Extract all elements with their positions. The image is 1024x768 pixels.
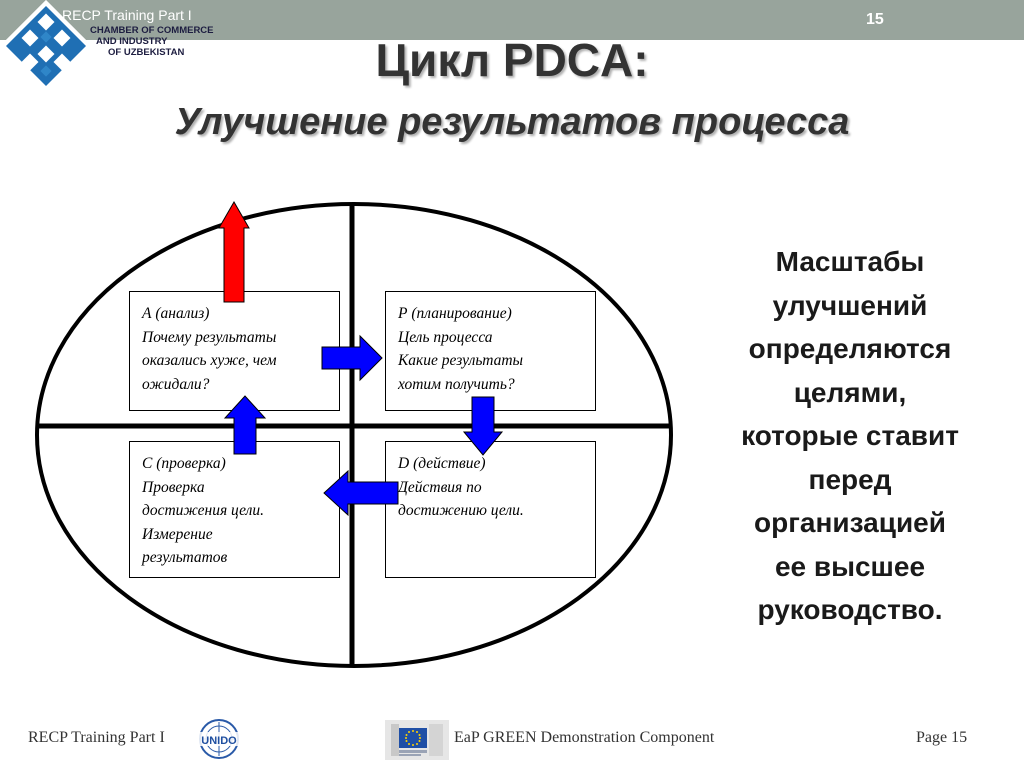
side-line: перед	[808, 463, 892, 495]
side-line: которые ставит	[741, 420, 959, 451]
side-line: ее высшее	[774, 550, 926, 582]
footer-course-name: RECP Training Part I	[28, 729, 165, 746]
quadrant-analysis-line: Почему результаты	[142, 328, 277, 346]
side-line: улучшений	[772, 289, 928, 321]
slide-title: Цикл PDCA:	[375, 34, 649, 86]
quadrant-check-line: достижения цели.	[142, 502, 265, 519]
quadrant-do-line: Действия по	[398, 478, 482, 496]
quadrant-check-line: Измерение	[142, 525, 213, 543]
quadrant-plan-line: Цель процесса	[398, 328, 493, 346]
unido-label: UNIDO	[201, 735, 237, 747]
quadrant-check-line: результатов	[142, 549, 228, 566]
footer-program-name: EaP GREEN Demonstration Component	[454, 729, 715, 746]
quadrant-plan-line: Р (планирование)	[398, 305, 512, 322]
quadrant-do-line: D (действие)	[398, 455, 486, 472]
eu-flag-logo-icon	[385, 718, 449, 762]
header-bar-text: RECP Training Part I	[62, 7, 192, 23]
arrow-right-icon	[322, 336, 382, 380]
unido-logo-icon	[196, 718, 242, 760]
side-statement	[700, 240, 1000, 632]
org-line-2: AND INDUSTRY	[96, 36, 168, 47]
org-line-3: OF UZBEKISTAN	[108, 47, 185, 58]
arrow-up-icon	[225, 396, 265, 454]
quadrant-plan-line: хотим получить?	[398, 375, 515, 393]
improvement-arrow-icon	[219, 202, 249, 302]
quadrant-check-line: Проверка	[142, 478, 205, 496]
quadrant-analysis-line: оказались хуже, чем	[142, 352, 277, 369]
side-line: целями,	[793, 376, 907, 408]
quadrant-analysis-line: А (анализ)	[142, 305, 210, 322]
side-line: руководство.	[757, 594, 943, 625]
org-line-1: CHAMBER OF COMMERCE	[90, 25, 214, 36]
side-line: определяются	[748, 333, 952, 364]
quadrant-do-line: достижению цели.	[398, 502, 524, 519]
slide-subtitle: Улучшение результатов процесса	[174, 101, 850, 143]
quadrant-analysis-line: ожидали?	[142, 375, 210, 393]
slide-number: 15	[866, 11, 884, 28]
side-line: организацией	[754, 507, 946, 538]
arrow-left-icon	[324, 471, 398, 515]
quadrant-check-line: С (проверка)	[142, 455, 226, 472]
arrow-down-icon	[464, 397, 502, 455]
side-line: Масштабы	[775, 246, 925, 277]
footer-page-number: Page 15	[916, 729, 968, 746]
quadrant-plan-line: Какие результаты	[398, 352, 524, 369]
